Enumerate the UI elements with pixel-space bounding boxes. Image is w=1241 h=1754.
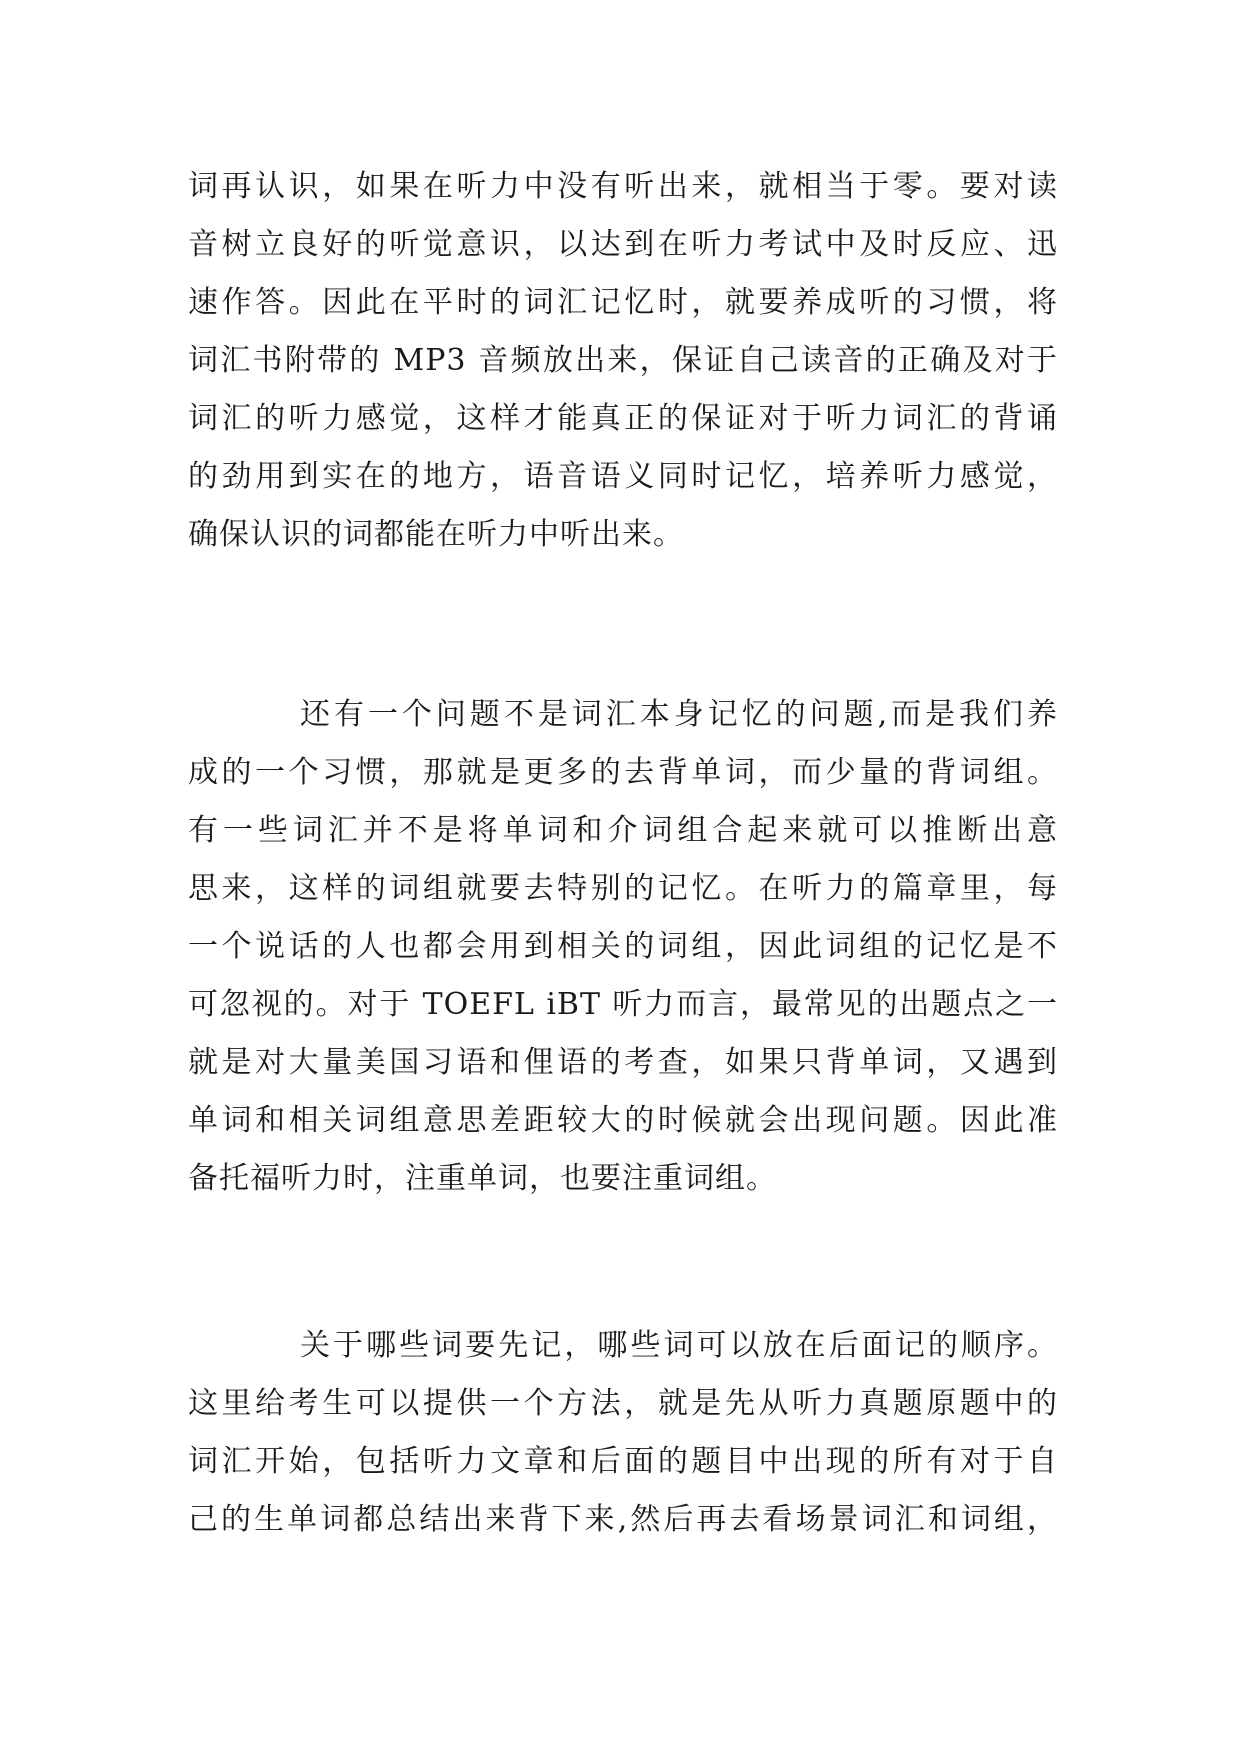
text-line: 音树立良好的听觉意识，以达到在听力考试中及时反应、迅: [188, 227, 1058, 262]
text-line: 关于哪些词要先记，哪些词可以放在后面记的顺序。: [300, 1328, 1058, 1363]
text-line: 备托福听力时，注重单词，也要注重词组。: [188, 1161, 777, 1196]
paragraph-3: [188, 1317, 1058, 1549]
text-line: 思来，这样的词组就要去特别的记忆。在听力的篇章里，每: [188, 871, 1058, 906]
text-line: 速作答。因此在平时的词汇记忆时，就要养成听的习惯，将: [188, 285, 1058, 320]
text-line: 就是对大量美国习语和俚语的考查，如果只背单词，又遇到: [188, 1045, 1058, 1080]
text-line: 词汇开始，包括听力文章和后面的题目中出现的所有对于自: [188, 1444, 1058, 1479]
text-line: 确保认识的词都能在听力中听出来。: [188, 517, 684, 552]
text-line: 一个说话的人也都会用到相关的词组，因此词组的记忆是不: [188, 929, 1058, 964]
text-line: 成的一个习惯，那就是更多的去背单词，而少量的背词组。: [188, 755, 1058, 790]
text-line: 还有一个问题不是词汇本身记忆的问题,而是我们养: [300, 697, 1058, 732]
text-line: 可忽视的。对于 TOEFL iBT 听力而言，最常见的出题点之一: [188, 987, 1058, 1022]
text-line: 有一些词汇并不是将单词和介词组合起来就可以推断出意: [188, 813, 1058, 848]
text-line: 这里给考生可以提供一个方法，就是先从听力真题原题中的: [188, 1386, 1058, 1421]
text-line: 的劲用到实在的地方，语音语义同时记忆，培养听力感觉，: [188, 459, 1058, 494]
text-line: 词汇的听力感觉，这样才能真正的保证对于听力词汇的背诵: [188, 401, 1058, 436]
text-line: 单词和相关词组意思差距较大的时候就会出现问题。因此准: [188, 1103, 1058, 1138]
text-line: 词汇书附带的 MP3 音频放出来，保证自己读音的正确及对于: [188, 343, 1058, 378]
text-line: 己的生单词都总结出来背下来,然后再去看场景词汇和词组，: [188, 1502, 1058, 1537]
paragraph-1: [188, 158, 1058, 564]
text-line: 词再认识，如果在听力中没有听出来，就相当于零。要对读: [188, 169, 1058, 204]
paragraph-2: [188, 686, 1058, 1208]
